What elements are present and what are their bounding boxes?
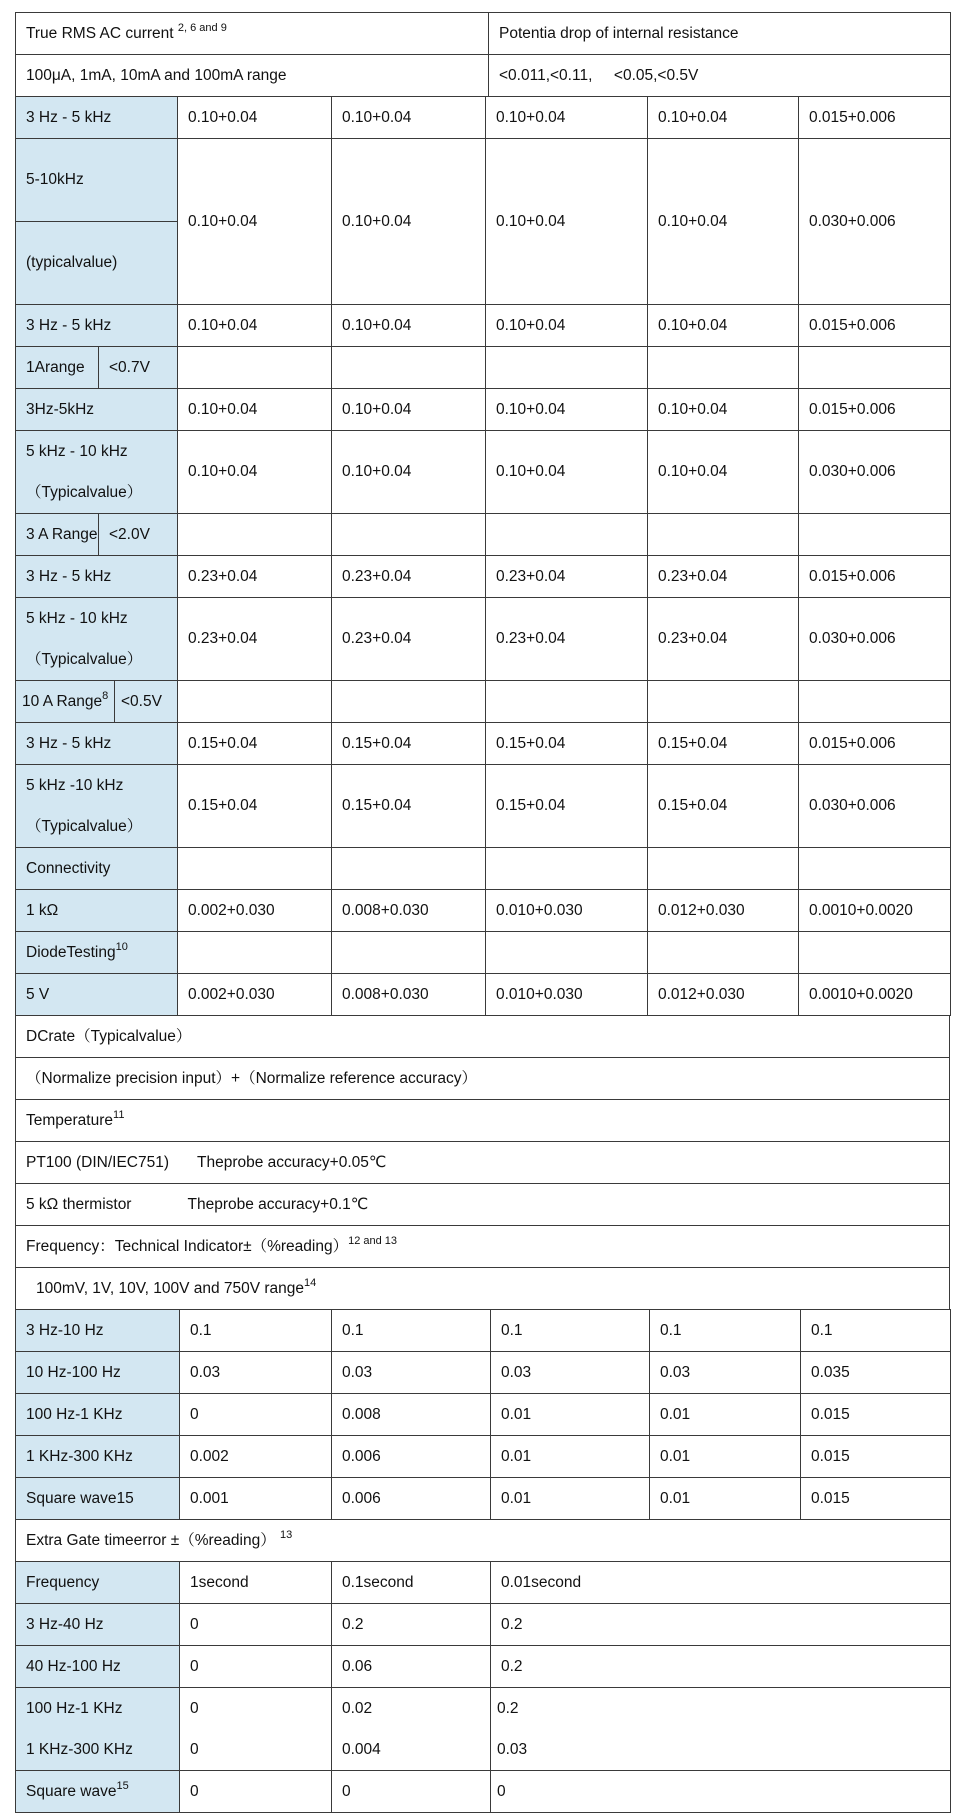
empty-cell [799, 514, 951, 556]
value-line: 0.2 [497, 1700, 519, 1717]
column-header: 1second [180, 1562, 332, 1604]
row-label-line: 5 kHz -10 kHz [26, 777, 124, 794]
row-label-text: Square wave [26, 1782, 117, 1800]
row-label-line: 5-10kHz [16, 139, 177, 222]
value-cell: 0.030+0.006 [799, 431, 951, 514]
row-label: 100 Hz-1 KHz [16, 1394, 180, 1436]
row-label: 3 Hz - 5 kHz [16, 723, 178, 765]
thermistor-accuracy: Theprobe accuracy+0.1℃ [187, 1195, 369, 1213]
value-cell: 0.10+0.04 [648, 97, 799, 139]
row-label [16, 1688, 180, 1771]
value-cell [491, 1688, 951, 1771]
value-cell: 0.2 [491, 1604, 951, 1646]
value-cell: 0.002 [180, 1436, 332, 1478]
value-cell: 0.10+0.04 [332, 139, 486, 305]
value-cell: 0.01 [650, 1394, 801, 1436]
empty-cell [332, 932, 486, 974]
section-title: True RMS AC current [26, 24, 174, 42]
value-cell: 0.23+0.04 [486, 556, 648, 598]
column-header: Frequency [16, 1562, 180, 1604]
section-label: Connectivity [16, 848, 178, 890]
value-cell: 0.008+0.030 [332, 890, 486, 932]
table-row [16, 389, 951, 431]
row-label: 3 Hz - 5 kHz [16, 305, 178, 347]
footnote-ref: 10 [115, 940, 128, 953]
value-cell: 0.10+0.04 [648, 139, 799, 305]
table-row [16, 1604, 951, 1646]
range-name: 1Arange [16, 347, 99, 388]
value-cell: 0.008 [332, 1394, 491, 1436]
value-cell: 0 [332, 1771, 491, 1813]
gate-time-table [15, 1519, 951, 1813]
empty-cell [648, 347, 799, 389]
empty-cell [178, 347, 332, 389]
range-label [16, 347, 178, 389]
footnote-ref: 13 [280, 1528, 293, 1541]
title-block [15, 12, 951, 97]
value-cell: 0.010+0.030 [486, 890, 648, 932]
range-header-row [16, 347, 951, 389]
table-row [16, 1394, 951, 1436]
row-label-note: （Typicalvalue） [26, 651, 143, 668]
value-cell: 0 [180, 1771, 332, 1813]
table-row [16, 305, 951, 347]
value-cell: 0.23+0.04 [332, 556, 486, 598]
value-cell: 0.10+0.04 [332, 389, 486, 431]
value-cell: 0.1 [491, 1310, 650, 1352]
footnote-ref: 15 [116, 1779, 129, 1792]
thermistor-label: 5 kΩ thermistor [26, 1195, 132, 1213]
value-cell: 0.15+0.04 [178, 723, 332, 765]
drop-values: <0.011,<0.11, <0.05,<0.5V [489, 55, 951, 97]
empty-cell [178, 681, 332, 723]
range-label [16, 681, 178, 723]
spec-sheet [15, 12, 950, 1813]
value-line: 0 [190, 1700, 199, 1717]
value-cell: 0.10+0.04 [178, 97, 332, 139]
empty-cell [332, 514, 486, 556]
value-cell: 0.23+0.04 [486, 598, 648, 681]
empty-cell [648, 681, 799, 723]
value-cell: 0.002+0.030 [178, 974, 332, 1016]
footnote-ref: 2, 6 and 9 [177, 21, 227, 34]
row-label: 10 Hz-100 Hz [16, 1352, 180, 1394]
range-drop: <0.7V [99, 347, 178, 388]
gate-label: Extra Gate timeerror ±（%reading） [26, 1531, 276, 1549]
footnote-ref: 11 [113, 1108, 125, 1121]
value-cell: 0.15+0.04 [486, 723, 648, 765]
value-cell: 0.015+0.006 [799, 305, 951, 347]
frequency-range-text: 100mV, 1V, 10V, 100V and 750V range [36, 1279, 305, 1297]
value-cell: 0 [180, 1394, 332, 1436]
empty-cell [178, 848, 332, 890]
value-cell: 0.030+0.006 [799, 598, 951, 681]
table-row [16, 556, 951, 598]
value-cell: 0.006 [332, 1436, 491, 1478]
gate-heading [16, 1520, 951, 1562]
dcrate-formula: （Normalize precision input）+（Normalize reference accuracy） [16, 1058, 950, 1100]
value-cell: 0.23+0.04 [648, 598, 799, 681]
empty-cell [799, 932, 951, 974]
value-cell: 0.10+0.04 [332, 431, 486, 514]
value-cell: 0.01 [491, 1478, 650, 1520]
empty-cell [799, 347, 951, 389]
value-cell: 0.1 [650, 1310, 801, 1352]
value-line: 0 [190, 1741, 199, 1758]
section-row [16, 848, 951, 890]
value-cell: 0.15+0.04 [648, 765, 799, 848]
value-cell: 0.01 [491, 1436, 650, 1478]
value-cell: 0.23+0.04 [648, 556, 799, 598]
drop-header: Potentia drop of internal resistance [489, 13, 951, 55]
value-cell: 0.10+0.04 [486, 305, 648, 347]
footnote-ref: 8 [102, 689, 109, 702]
value-cell: 0.10+0.04 [648, 431, 799, 514]
empty-cell [648, 932, 799, 974]
row-label: 40 Hz-100 Hz [16, 1646, 180, 1688]
row-label: 3 Hz-40 Hz [16, 1604, 180, 1646]
table-row [16, 1688, 951, 1771]
value-cell: 0.012+0.030 [648, 974, 799, 1016]
title-cell [16, 13, 489, 55]
row-label: 1 KHz-300 KHz [16, 1436, 180, 1478]
value-cell: 0.15+0.04 [486, 765, 648, 848]
empty-cell [332, 848, 486, 890]
row-label-note: (typicalvalue) [16, 222, 177, 305]
value-cell [180, 1688, 332, 1771]
value-cell: 0.10+0.04 [178, 139, 332, 305]
frequency-label: Frequency：Technical Indicator±（%reading） [26, 1237, 349, 1255]
footnote-ref: 14 [304, 1276, 317, 1289]
value-cell: 0.010+0.030 [486, 974, 648, 1016]
range-name: 3 A Range [16, 514, 99, 555]
value-cell: 0 [180, 1604, 332, 1646]
table-row [16, 1352, 951, 1394]
empty-cell [486, 848, 648, 890]
value-cell: 0.1 [801, 1310, 951, 1352]
temperature-label: Temperature [26, 1111, 114, 1129]
footnote-ref: 12 and 13 [348, 1234, 398, 1247]
notes-block [15, 1015, 950, 1310]
dcrate-heading: DCrate（Typicalvalue） [16, 1016, 950, 1058]
empty-cell [486, 681, 648, 723]
row-label: 1 kΩ [16, 890, 178, 932]
value-cell: 0.015+0.006 [799, 97, 951, 139]
value-cell: 0.10+0.04 [178, 305, 332, 347]
value-cell: 0.10+0.04 [648, 389, 799, 431]
column-header: 0.01second [491, 1562, 951, 1604]
value-cell: 0.0010+0.0020 [799, 974, 951, 1016]
value-cell: 0 [180, 1646, 332, 1688]
value-cell: 0.23+0.04 [332, 598, 486, 681]
section-row [16, 932, 951, 974]
empty-cell [799, 681, 951, 723]
value-cell: 0.015 [801, 1478, 951, 1520]
row-label [16, 431, 178, 514]
empty-cell [486, 347, 648, 389]
table-row [16, 1436, 951, 1478]
section-label [16, 932, 178, 974]
pt100-row [16, 1142, 950, 1184]
value-cell: 0.15+0.04 [332, 723, 486, 765]
row-label [16, 765, 178, 848]
value-cell: 0.03 [332, 1352, 491, 1394]
table-row [16, 431, 951, 514]
empty-cell [332, 347, 486, 389]
section-label-text: DiodeTesting [26, 943, 116, 961]
value-cell: 0.10+0.04 [332, 305, 486, 347]
value-cell: 0.03 [650, 1352, 801, 1394]
table-row [16, 974, 951, 1016]
value-cell: 0.001 [180, 1478, 332, 1520]
row-label-line: 1 KHz-300 KHz [26, 1741, 133, 1758]
table-row [16, 1771, 951, 1813]
value-cell: 0.030+0.006 [799, 139, 951, 305]
value-cell: 0.002+0.030 [178, 890, 332, 932]
value-cell: 0.1 [332, 1310, 491, 1352]
frequency-ranges [16, 1268, 950, 1310]
range-drop: <2.0V [99, 514, 178, 555]
table-header-row [16, 1562, 951, 1604]
value-cell: 0.2 [332, 1604, 491, 1646]
row-label [16, 1771, 180, 1813]
value-cell: 0.015 [801, 1436, 951, 1478]
row-label: 3 Hz - 5 kHz [16, 556, 178, 598]
value-cell: 0.15+0.04 [648, 723, 799, 765]
value-line: 0.03 [497, 1741, 528, 1758]
value-cell: 0.03 [180, 1352, 332, 1394]
value-cell: 0.01 [650, 1478, 801, 1520]
thermistor-row [16, 1184, 950, 1226]
pt100-accuracy: Theprobe accuracy+0.05℃ [197, 1153, 387, 1171]
row-label-line: 5 kHz - 10 kHz [26, 443, 128, 460]
value-cell: 0.15+0.04 [332, 765, 486, 848]
table-row [16, 890, 951, 932]
value-cell: 0.10+0.04 [332, 97, 486, 139]
table-row [16, 723, 951, 765]
pt100-label: PT100 (DIN/IEC751) [26, 1153, 169, 1171]
row-label: 3 Hz - 5 kHz [16, 97, 178, 139]
value-cell: 0.006 [332, 1478, 491, 1520]
column-header: 0.1second [332, 1562, 491, 1604]
table-row [16, 1310, 951, 1352]
value-cell: 0.008+0.030 [332, 974, 486, 1016]
table-row [16, 765, 951, 848]
value-line: 0.004 [342, 1741, 381, 1758]
row-label: 3 Hz-10 Hz [16, 1310, 180, 1352]
range-header-row [16, 514, 951, 556]
value-cell: 0.01 [491, 1394, 650, 1436]
value-cell: 0.10+0.04 [486, 431, 648, 514]
range-name-text: 10 A Range [22, 692, 103, 710]
value-cell: 0.15+0.04 [178, 765, 332, 848]
table-row [16, 598, 951, 681]
table-row [16, 1478, 951, 1520]
row-label: 5 V [16, 974, 178, 1016]
value-cell: 0.10+0.04 [486, 139, 648, 305]
value-cell: 0.1 [180, 1310, 332, 1352]
value-cell: 0.0010+0.0020 [799, 890, 951, 932]
empty-cell [332, 681, 486, 723]
value-cell: 0.035 [801, 1352, 951, 1394]
range-list: 100μA, 1mA, 10mA and 100mA range [16, 55, 489, 97]
value-cell: 0.10+0.04 [178, 431, 332, 514]
value-cell: 0.10+0.04 [486, 389, 648, 431]
value-cell: 0.10+0.04 [648, 305, 799, 347]
empty-cell [486, 514, 648, 556]
value-cell: 0.015+0.006 [799, 723, 951, 765]
row-label [16, 598, 178, 681]
row-label: 3Hz-5kHz [16, 389, 178, 431]
frequency-table [15, 1309, 951, 1520]
value-cell: 0.015+0.006 [799, 556, 951, 598]
value-cell: 0.10+0.04 [178, 389, 332, 431]
table-row [16, 1646, 951, 1688]
empty-cell [648, 848, 799, 890]
value-cell: 0.23+0.04 [178, 598, 332, 681]
range-label [16, 514, 178, 556]
value-cell: 0.012+0.030 [648, 890, 799, 932]
value-cell: 0 [491, 1771, 951, 1813]
empty-cell [178, 514, 332, 556]
table-row [16, 97, 951, 139]
value-cell: 0.06 [332, 1646, 491, 1688]
row-label [16, 139, 178, 305]
empty-cell [178, 932, 332, 974]
range-header-row [16, 681, 951, 723]
value-cell: 0.10+0.04 [486, 97, 648, 139]
value-cell: 0.2 [491, 1646, 951, 1688]
temperature-heading [16, 1100, 950, 1142]
value-cell [332, 1688, 491, 1771]
value-cell: 0.015+0.006 [799, 389, 951, 431]
value-cell: 0.015 [801, 1394, 951, 1436]
row-label-line: 5 kHz - 10 kHz [26, 610, 128, 627]
row-label-line: 100 Hz-1 KHz [26, 1700, 123, 1717]
empty-cell [799, 848, 951, 890]
frequency-heading [16, 1226, 950, 1268]
empty-cell [486, 932, 648, 974]
empty-cell [648, 514, 799, 556]
row-label-note: （Typicalvalue） [26, 484, 143, 501]
range-name [16, 681, 115, 722]
value-cell: 0.03 [491, 1352, 650, 1394]
value-line: 0.02 [342, 1700, 373, 1717]
row-label: Square wave15 [16, 1478, 180, 1520]
range-drop: <0.5V [115, 681, 178, 722]
ac-data-table [15, 96, 951, 1016]
row-label-note: （Typicalvalue） [26, 818, 143, 835]
value-cell: 0.23+0.04 [178, 556, 332, 598]
value-cell: 0.030+0.006 [799, 765, 951, 848]
table-row [16, 139, 951, 305]
value-cell: 0.01 [650, 1436, 801, 1478]
